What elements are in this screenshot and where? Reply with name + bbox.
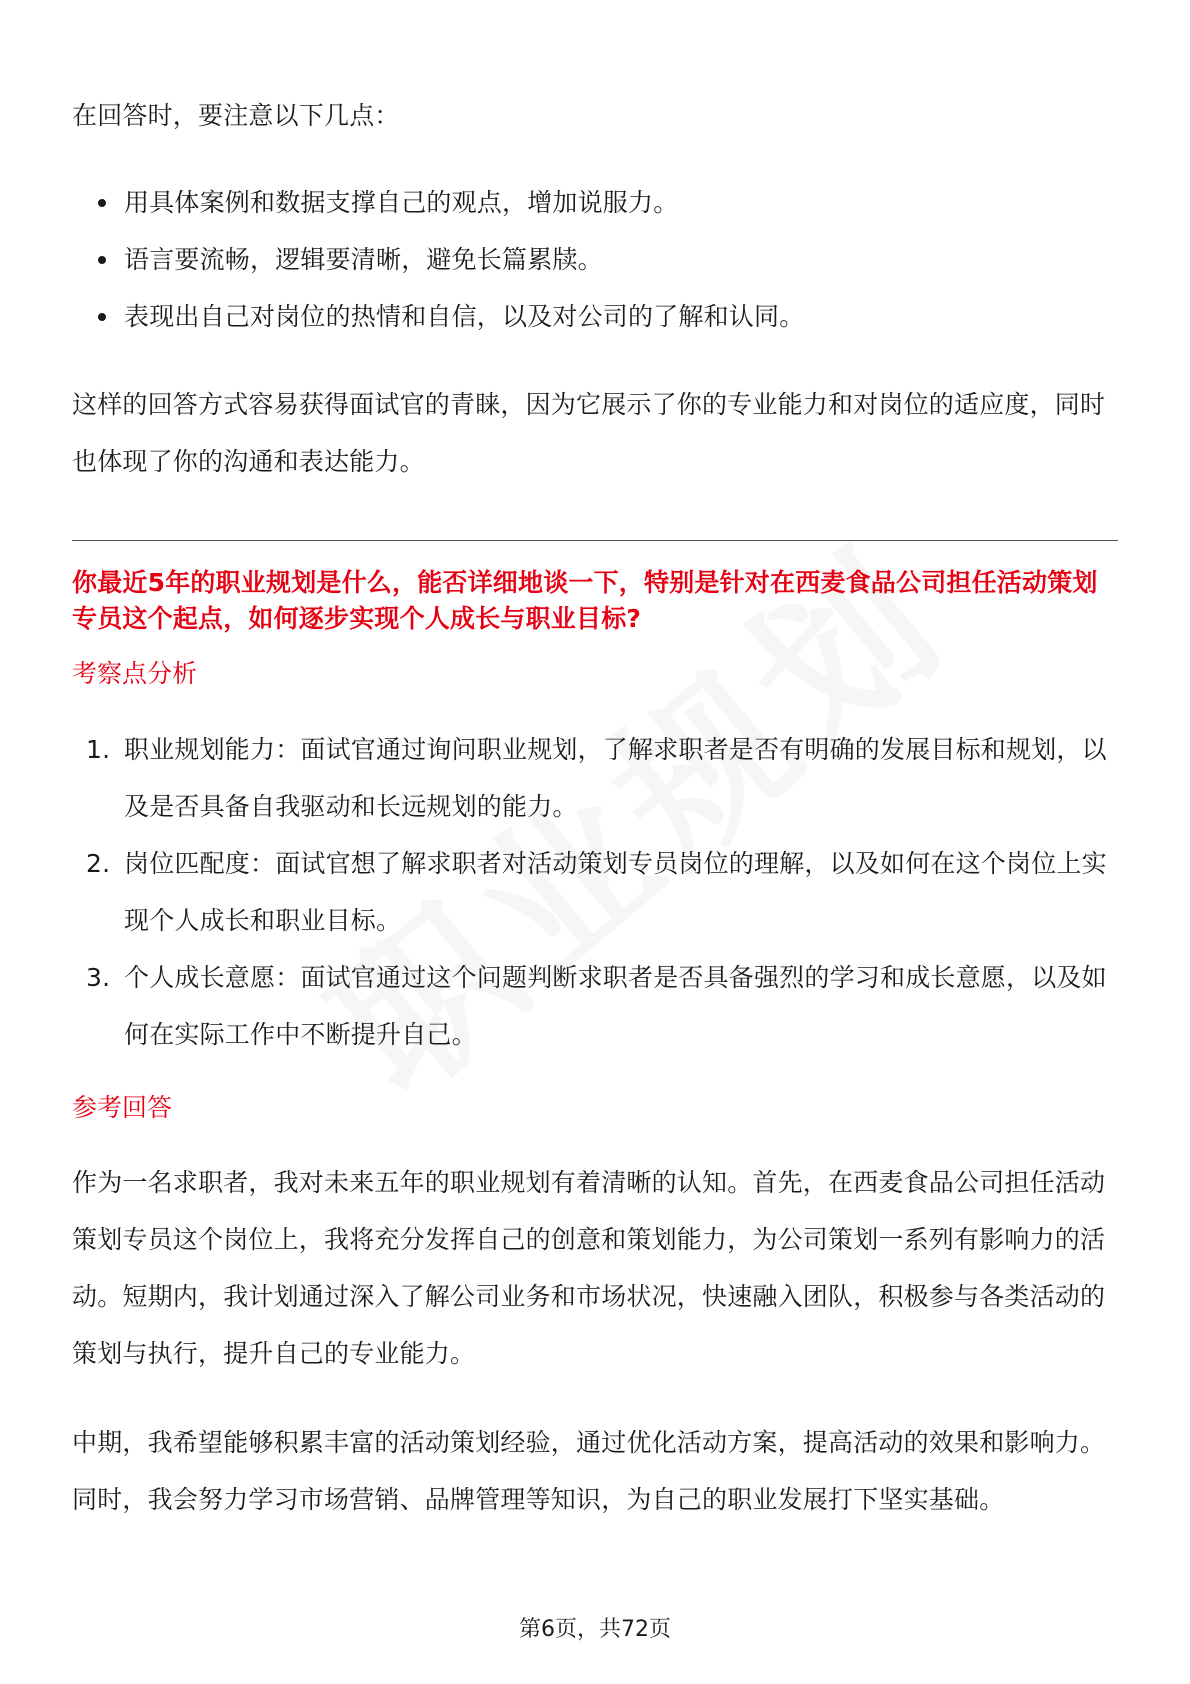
document-page — [72, 0, 1118, 1684]
summary-paragraph: 这样的回答方式容易获得面试官的青睐，因为它展示了你的专业能力和对岗位的适应度，同时也体现了你的沟通和表达能力。 — [72, 390, 1106, 476]
bullet-icon — [98, 199, 106, 207]
answer-heading: 参考回答 — [72, 1093, 173, 1122]
analysis-heading: 考察点分析 — [72, 659, 198, 688]
list-number: 1. — [86, 735, 111, 764]
answer-paragraph: 中期，我希望能够积累丰富的活动策划经验，通过优化活动方案，提高活动的效果和影响力。同时，我会努力学习市场营销、品牌管理等知识，为自己的职业发展打下坚实基础。 — [72, 1428, 1106, 1514]
list-item: 语言要流畅，逻辑要清晰，避免长篇累牍。 — [72, 231, 1118, 288]
section-divider — [72, 540, 1118, 541]
page-footer: 第6页，共72页 — [519, 1617, 671, 1642]
list-item: 1. 职业规划能力：面试官通过询问职业规划，了解求职者是否有明确的发展目标和规划，以及是否具备自我驱动和长远规划的能力。 — [72, 721, 1118, 835]
list-item: 3. 个人成长意愿：面试官通过这个问题判断求职者是否具备强烈的学习和成长意愿，以及如何在实际工作中不断提升自己。 — [72, 949, 1118, 1063]
list-item: 2. 岗位匹配度：面试官想了解求职者对活动策划专员岗位的理解，以及如何在这个岗位上实现个人成长和职业目标。 — [72, 835, 1118, 949]
list-number: 3. — [86, 963, 111, 992]
answer-paragraph: 作为一名求职者，我对未来五年的职业规划有着清晰的认知。首先，在西麦食品公司担任活动策划专员这个岗位上，我将充分发挥自己的创意和策划能力，为公司策划一系列有影响力的活动。短期内，我计划通过深入了解公司业务和市场状况，快速融入团队，积极参与各类活动的策划与执行，提升自己的专业能力。 — [72, 1168, 1106, 1368]
bullet-icon — [98, 313, 106, 321]
tips-list — [72, 174, 1118, 345]
list-item: 用具体案例和数据支撑自己的观点，增加说服力。 — [72, 174, 1118, 231]
list-item: 表现出自己对岗位的热情和自信，以及对公司的了解和认同。 — [72, 288, 1118, 345]
intro-text: 在回答时，要注意以下几点： — [72, 101, 400, 130]
list-number: 2. — [86, 849, 111, 878]
analysis-list — [72, 721, 1118, 1063]
bullet-icon — [98, 256, 106, 264]
interview-question: 你最近5年的职业规划是什么，能否详细地谈一下，特别是针对在西麦食品公司担任活动策划专员这个起点，如何逐步实现个人成长与职业目标? — [72, 568, 1098, 633]
